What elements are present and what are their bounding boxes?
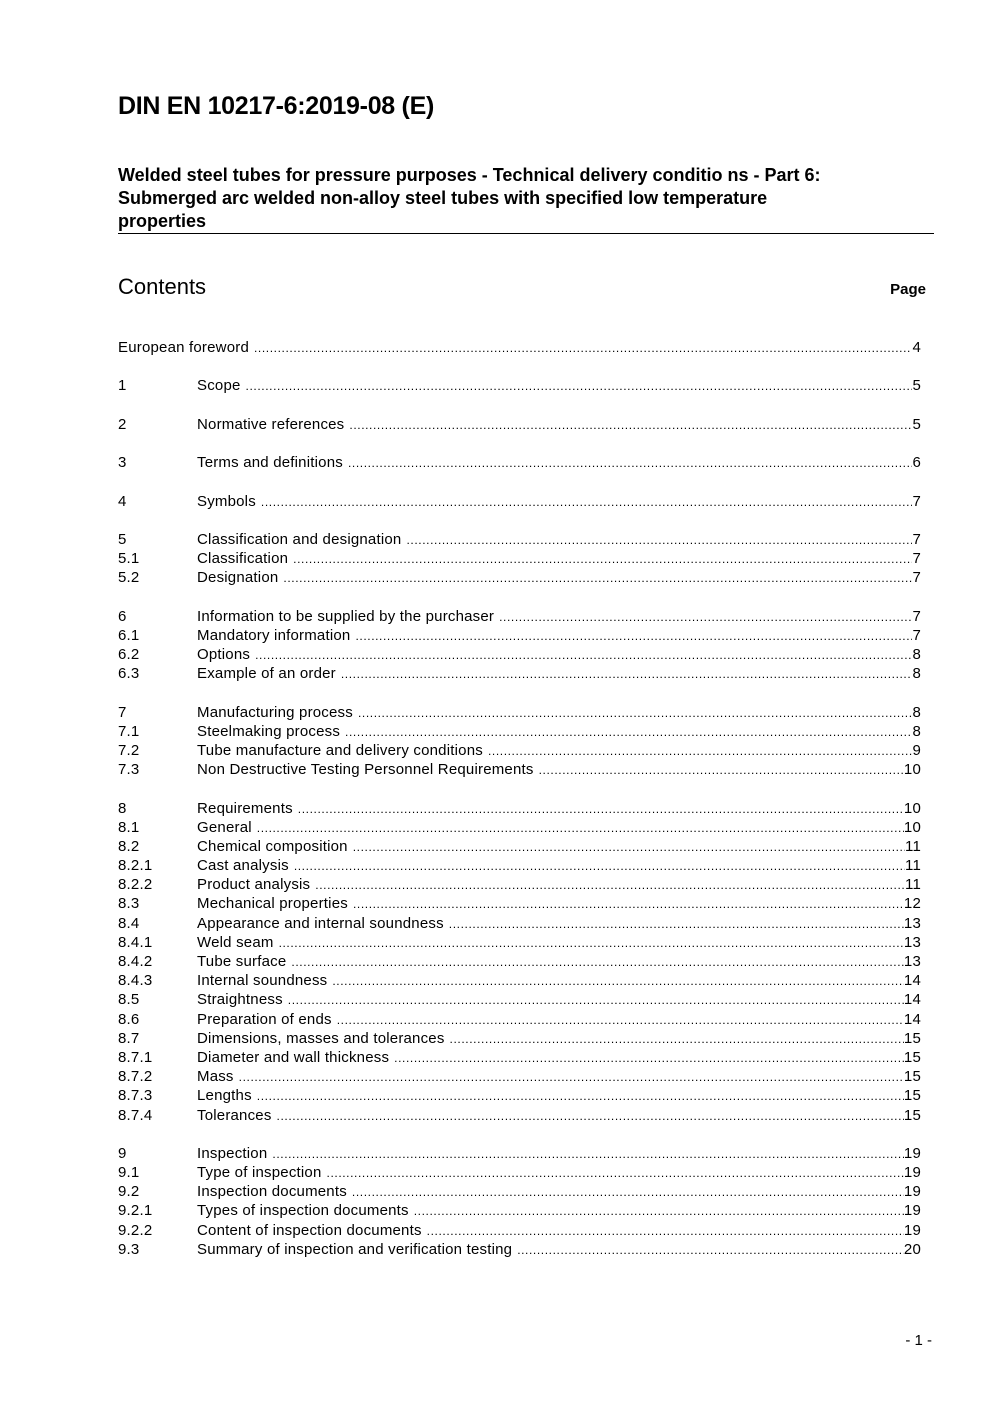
toc-entry[interactable]: [118, 339, 921, 358]
toc-entry-page: 15: [903, 1068, 921, 1086]
toc-entry-title: Designation: [197, 569, 279, 587]
toc-leader-dots: [246, 379, 913, 393]
toc-entry[interactable]: [118, 454, 921, 473]
toc-entry[interactable]: [118, 895, 921, 914]
toc-leader-dots: [272, 1147, 904, 1161]
toc-entry[interactable]: [118, 531, 921, 550]
toc-leader-dots: [358, 706, 913, 720]
toc-entry-number: 8.5: [118, 991, 140, 1009]
toc-entry-page: 15: [903, 1087, 921, 1105]
toc-entry-page: 19: [903, 1221, 921, 1239]
toc-entry-page: 15: [903, 1048, 921, 1066]
toc-entry-page: 19: [903, 1183, 921, 1201]
toc-leader-dots: [352, 1185, 904, 1199]
toc-entry-page: 7: [912, 530, 921, 548]
toc-entry-title: Internal soundness: [197, 972, 328, 990]
toc-entry-number: 1: [118, 377, 127, 395]
toc-leader-dots: [499, 610, 912, 624]
toc-entry-number: 9: [118, 1144, 127, 1162]
toc-leader-dots: [539, 763, 904, 777]
toc-entry-page: 14: [903, 991, 921, 1009]
toc-entry[interactable]: [118, 1011, 921, 1030]
toc-leader-dots: [450, 1032, 904, 1046]
toc-leader-dots: [332, 974, 904, 988]
toc-leader-dots: [315, 878, 905, 892]
toc-entry-number: 8.2: [118, 837, 140, 855]
toc-entry-page: 6: [912, 454, 921, 472]
toc-entry[interactable]: [118, 1164, 921, 1183]
toc-entry[interactable]: [118, 723, 921, 742]
page-number: - 1 -: [905, 1332, 932, 1349]
toc-entry-number: 8.7.1: [118, 1048, 153, 1066]
toc-entry-title: Terms and definitions: [197, 454, 343, 472]
toc-entry-number: 9.3: [118, 1240, 140, 1258]
toc-entry-title: Mechanical properties: [197, 895, 348, 913]
toc-entry-number: 5.1: [118, 550, 140, 568]
toc-entry-title: Chemical composition: [197, 837, 348, 855]
toc-entry[interactable]: [118, 857, 921, 876]
subtitle-line: Submerged arc welded non-alloy steel tubes with specified low temperature: [118, 188, 768, 208]
toc-leader-dots: [449, 917, 904, 931]
toc-leader-dots: [517, 1243, 904, 1257]
toc-entry-number: 9.2.2: [118, 1221, 153, 1239]
toc-entry[interactable]: [118, 838, 921, 857]
toc-entry-title: Steelmaking process: [197, 722, 341, 740]
toc-leader-dots: [294, 859, 905, 873]
page-column-label: Page: [890, 281, 926, 298]
toc-entry-title: Tube manufacture and delivery conditions: [197, 741, 483, 759]
toc-leader-dots: [355, 629, 912, 643]
toc-entry[interactable]: [118, 953, 921, 972]
toc-entry-title: Classification and designation: [197, 530, 402, 548]
toc-entry-page: 10: [903, 761, 921, 779]
toc-entry[interactable]: [118, 704, 921, 723]
toc-entry[interactable]: [118, 1068, 921, 1087]
toc-entry-title: Type of inspection: [197, 1164, 322, 1182]
toc-entry-title: Options: [197, 646, 251, 663]
toc-entry-title: Mass: [197, 1068, 234, 1086]
toc-entry[interactable]: [118, 915, 921, 934]
toc-entry-page: 19: [903, 1144, 921, 1162]
document-subtitle: [118, 164, 934, 233]
toc-entry-number: 8.7.4: [118, 1106, 153, 1124]
toc-entry-number: 8.7.2: [118, 1068, 153, 1086]
toc-entry-title: Symbols: [197, 492, 256, 510]
toc-entry-number: 3: [118, 454, 127, 472]
toc-leader-dots: [239, 1070, 904, 1084]
toc-entry[interactable]: [118, 1030, 921, 1049]
toc-entry-page: 7: [912, 626, 921, 644]
toc-entry-page: 5: [912, 415, 921, 433]
toc-entry-page: 5: [912, 377, 921, 395]
toc-entry-page: 11: [905, 857, 921, 875]
contents-heading: Contents: [118, 274, 207, 299]
toc-entry-page: 8: [912, 703, 921, 721]
toc-leader-dots: [283, 571, 912, 585]
toc-entry-title: Example of an order: [197, 665, 336, 683]
toc-entry[interactable]: [118, 1049, 921, 1068]
toc-leader-dots: [293, 552, 912, 566]
toc-entry-number: 7: [118, 703, 127, 721]
toc-entry[interactable]: [118, 665, 921, 684]
toc-entry-title: Classification: [197, 550, 289, 568]
toc-entry[interactable]: [118, 1183, 921, 1202]
toc-entry-number: 5: [118, 530, 127, 548]
toc-entry-title: Lengths: [197, 1087, 252, 1105]
toc-entry-page: 7: [912, 569, 921, 587]
toc-entry-number: 6.1: [118, 626, 140, 644]
toc-entry-title: Weld seam: [197, 933, 274, 951]
toc-entry-number: 7.3: [118, 761, 140, 779]
toc-entry[interactable]: [118, 972, 921, 991]
toc-entry-number: 6: [118, 607, 127, 625]
toc-leader-dots: [348, 456, 913, 470]
toc-leader-dots: [291, 955, 904, 969]
toc-entry[interactable]: [118, 569, 921, 588]
toc-leader-dots: [353, 840, 905, 854]
toc-entry-page: 7: [912, 550, 921, 568]
toc-entry-title: Inspection: [197, 1144, 268, 1162]
document-id: DIN EN 10217-6:2019-08 (E): [118, 92, 434, 120]
toc-entry-title: Dimensions, masses and tolerances: [197, 1029, 445, 1047]
toc-entry-title: Inspection documents: [197, 1183, 347, 1201]
toc-entry-page: 9: [912, 741, 921, 759]
toc-entry-page: 11: [905, 837, 921, 855]
toc-entry-title: Appearance and internal soundness: [197, 914, 444, 932]
toc-entry[interactable]: [118, 991, 921, 1010]
toc-entry-number: 9.1: [118, 1164, 140, 1182]
toc-entry-title: General: [197, 818, 252, 836]
toc-leader-dots: [341, 667, 913, 681]
toc-entry-number: 8.7: [118, 1029, 140, 1047]
toc-entry[interactable]: [118, 742, 921, 761]
toc-entry-number: 8.1: [118, 818, 140, 836]
toc-entry[interactable]: [118, 550, 921, 569]
toc-entry[interactable]: [118, 493, 921, 512]
toc-entry-number: 6.3: [118, 665, 140, 683]
toc-entry[interactable]: [118, 934, 921, 953]
toc-entry-number: 8.6: [118, 1010, 140, 1028]
toc-leader-dots: [279, 936, 904, 950]
toc-entry[interactable]: [118, 416, 921, 435]
toc-entry-number: 5.2: [118, 569, 140, 587]
toc-leader-dots: [414, 1204, 904, 1218]
toc-leader-dots: [255, 648, 912, 662]
toc-entry-number: 8.7.3: [118, 1087, 153, 1105]
toc-leader-dots: [394, 1051, 904, 1065]
toc-entry-number: 8: [118, 799, 127, 817]
toc-entry-number: 8.4.3: [118, 972, 153, 990]
toc-leader-dots: [327, 1166, 904, 1180]
toc-entry[interactable]: [118, 1087, 921, 1106]
toc-entry-number: 6.2: [118, 646, 140, 663]
toc-entry[interactable]: [118, 646, 921, 665]
toc-entry-page: 7: [912, 607, 921, 625]
toc-leader-dots: [261, 495, 913, 509]
toc-leader-dots: [254, 341, 912, 355]
toc-entry-number: 8.2.1: [118, 857, 153, 875]
toc-entry-title: Summary of inspection and verification testing: [197, 1240, 513, 1258]
toc-entry-title: Straightness: [197, 991, 283, 1009]
toc-entry-number: 4: [118, 492, 127, 510]
toc-entry-number: 8.2.2: [118, 876, 153, 894]
toc-entry[interactable]: [118, 876, 921, 895]
toc-entry[interactable]: [118, 761, 921, 780]
toc-entry[interactable]: [118, 608, 921, 627]
toc-leader-dots: [277, 1109, 904, 1123]
toc-leader-dots: [488, 744, 913, 758]
toc-entry-number: 9.2.1: [118, 1202, 153, 1220]
toc-entry-page: 19: [903, 1164, 921, 1182]
toc-entry-page: 14: [903, 1010, 921, 1028]
toc-entry-page: 13: [903, 933, 921, 951]
toc-entry-title: Content of inspection documents: [197, 1221, 422, 1239]
toc-leader-dots: [345, 725, 912, 739]
toc-entry-number: 9.2: [118, 1183, 140, 1201]
toc-entry-page: 15: [903, 1106, 921, 1124]
toc-entry-title: Preparation of ends: [197, 1010, 332, 1028]
toc-entry[interactable]: [118, 1202, 921, 1221]
toc-entry-number: 8.4.1: [118, 933, 153, 951]
toc-entry-number: 7.1: [118, 722, 140, 740]
toc-entry-page: 14: [903, 972, 921, 990]
toc-entry-title: Mandatory information: [197, 626, 351, 644]
toc-leader-dots: [349, 418, 912, 432]
toc-entry[interactable]: [118, 1241, 921, 1260]
toc-entry-title: Manufacturing process: [197, 703, 353, 721]
toc-entry-number: 8.4: [118, 914, 140, 932]
toc-leader-dots: [406, 533, 912, 547]
toc-entry-title: Scope: [197, 377, 241, 395]
toc-leader-dots: [257, 1089, 904, 1103]
toc-entry-number: 8.4.2: [118, 953, 153, 970]
toc-entry-number: 7.2: [118, 741, 140, 759]
toc-entry-title: Normative references: [197, 415, 345, 433]
toc-entry-page: 19: [903, 1202, 921, 1220]
toc-entry-title: Types of inspection documents: [197, 1202, 409, 1220]
toc-entry-page: 10: [903, 799, 921, 817]
toc-entry[interactable]: [118, 819, 921, 838]
toc-entry-title: Tube surface: [197, 953, 287, 970]
toc-entry[interactable]: [118, 627, 921, 646]
toc-leader-dots: [337, 1013, 904, 1027]
toc-entry-title: Tolerances: [197, 1106, 272, 1124]
toc-entry-page: 13: [903, 914, 921, 932]
toc-entry[interactable]: [118, 800, 921, 819]
title-divider: [118, 233, 934, 234]
toc-entry-page: 13: [903, 953, 921, 970]
toc-entry-title: Non Destructive Testing Personnel Requirements: [197, 761, 534, 779]
toc-entry-page: 12: [903, 895, 921, 913]
toc-entry-page: 4: [912, 339, 921, 356]
toc-entry-page: 8: [912, 646, 921, 663]
toc-entry[interactable]: [118, 1107, 921, 1126]
toc-entry-page: 8: [912, 722, 921, 740]
toc-entry-page: 10: [903, 818, 921, 836]
subtitle-line: Welded steel tubes for pressure purposes - Technical delivery conditio ns - Part 6:: [118, 165, 821, 185]
subtitle-line: properties: [118, 211, 207, 231]
toc-leader-dots: [257, 821, 904, 835]
toc-entry[interactable]: [118, 1145, 921, 1164]
toc-entry-title: European foreword: [118, 339, 249, 356]
table-of-contents: [118, 339, 921, 1260]
toc-entry-title: Product analysis: [197, 876, 311, 894]
toc-entry-number: 2: [118, 415, 127, 433]
toc-entry-title: Requirements: [197, 799, 293, 817]
toc-leader-dots: [288, 993, 904, 1007]
toc-entry-page: 7: [912, 492, 921, 510]
toc-entry-page: 15: [903, 1029, 921, 1047]
toc-entry-page: 8: [912, 665, 921, 683]
toc-entry[interactable]: [118, 377, 921, 396]
toc-leader-dots: [427, 1224, 904, 1238]
toc-entry-title: Diameter and wall thickness: [197, 1048, 390, 1066]
toc-entry-title: Cast analysis: [197, 857, 289, 875]
toc-leader-dots: [353, 897, 904, 911]
toc-entry-number: 8.3: [118, 895, 140, 913]
toc-entry-page: 20: [903, 1240, 921, 1258]
toc-entry-title: Information to be supplied by the purchaser: [197, 607, 495, 625]
toc-entry[interactable]: [118, 1222, 921, 1241]
toc-entry-page: 11: [905, 876, 921, 894]
toc-leader-dots: [298, 802, 904, 816]
